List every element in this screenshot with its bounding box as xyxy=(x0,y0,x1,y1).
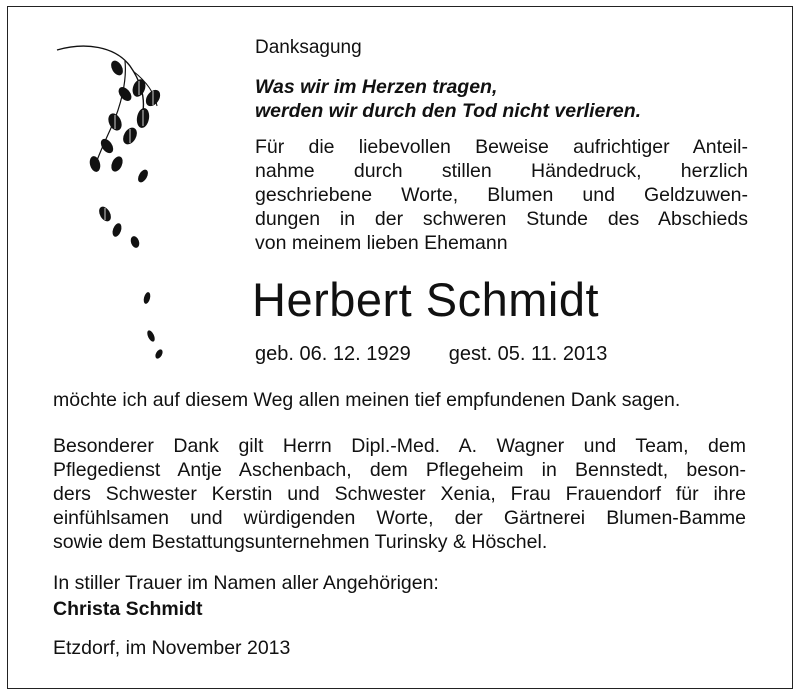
intro-line: dungen in der schweren Stunde des Abschieds xyxy=(255,208,748,230)
notice-heading: Danksagung xyxy=(255,37,362,58)
deceased-name: Herbert Schmidt xyxy=(252,273,600,326)
special-line: sowie dem Bestattungsunternehmen Turinsky & Höschel. xyxy=(53,531,548,553)
birth-date: geb. 06. 12. 1929 xyxy=(255,343,411,365)
death-date: gest. 05. 11. 2013 xyxy=(448,343,608,365)
intro-line: geschriebene Worte, Blumen und Geldzuwen- xyxy=(255,184,748,206)
motto-line: Was wir im Herzen tragen, xyxy=(255,76,498,98)
mourning-line: In stiller Trauer im Namen aller Angehörigen: xyxy=(53,572,439,594)
signer-name: Christa Schmidt xyxy=(53,598,203,620)
intro-line: Für die liebevollen Beweise aufrichtiger Anteil- xyxy=(255,136,748,158)
special-line: ders Schwester Kerstin und Schwester Xenia, Frau Frauendorf für ihre xyxy=(53,483,746,505)
intro-paragraph xyxy=(255,135,748,255)
intro-line: nahme durch stillen Händedruck, herzlich xyxy=(255,160,748,182)
special-line: einfühlsamen und würdigenden Worte, der Gärtnerei Blumen-Bamme xyxy=(53,507,746,529)
special-thanks-paragraph xyxy=(53,434,746,554)
motto-line: werden wir durch den Tod nicht verlieren. xyxy=(255,100,642,122)
motto-quote xyxy=(255,75,641,123)
intro-line: von meinem lieben Ehemann xyxy=(255,232,508,254)
place-date: Etzdorf, im November 2013 xyxy=(53,637,291,659)
life-dates xyxy=(255,342,607,366)
thanks-line: möchte ich auf diesem Weg allen meinen tief empfundenen Dank sagen. xyxy=(53,389,681,411)
special-line: Besonderer Dank gilt Herrn Dipl.-Med. A. Wagner und Team, dem xyxy=(53,435,746,457)
special-line: Pflegedienst Antje Aschenbach, dem Pflegeheim in Bennstedt, beson- xyxy=(53,459,746,481)
falling-leaves-branch-icon xyxy=(55,36,185,366)
